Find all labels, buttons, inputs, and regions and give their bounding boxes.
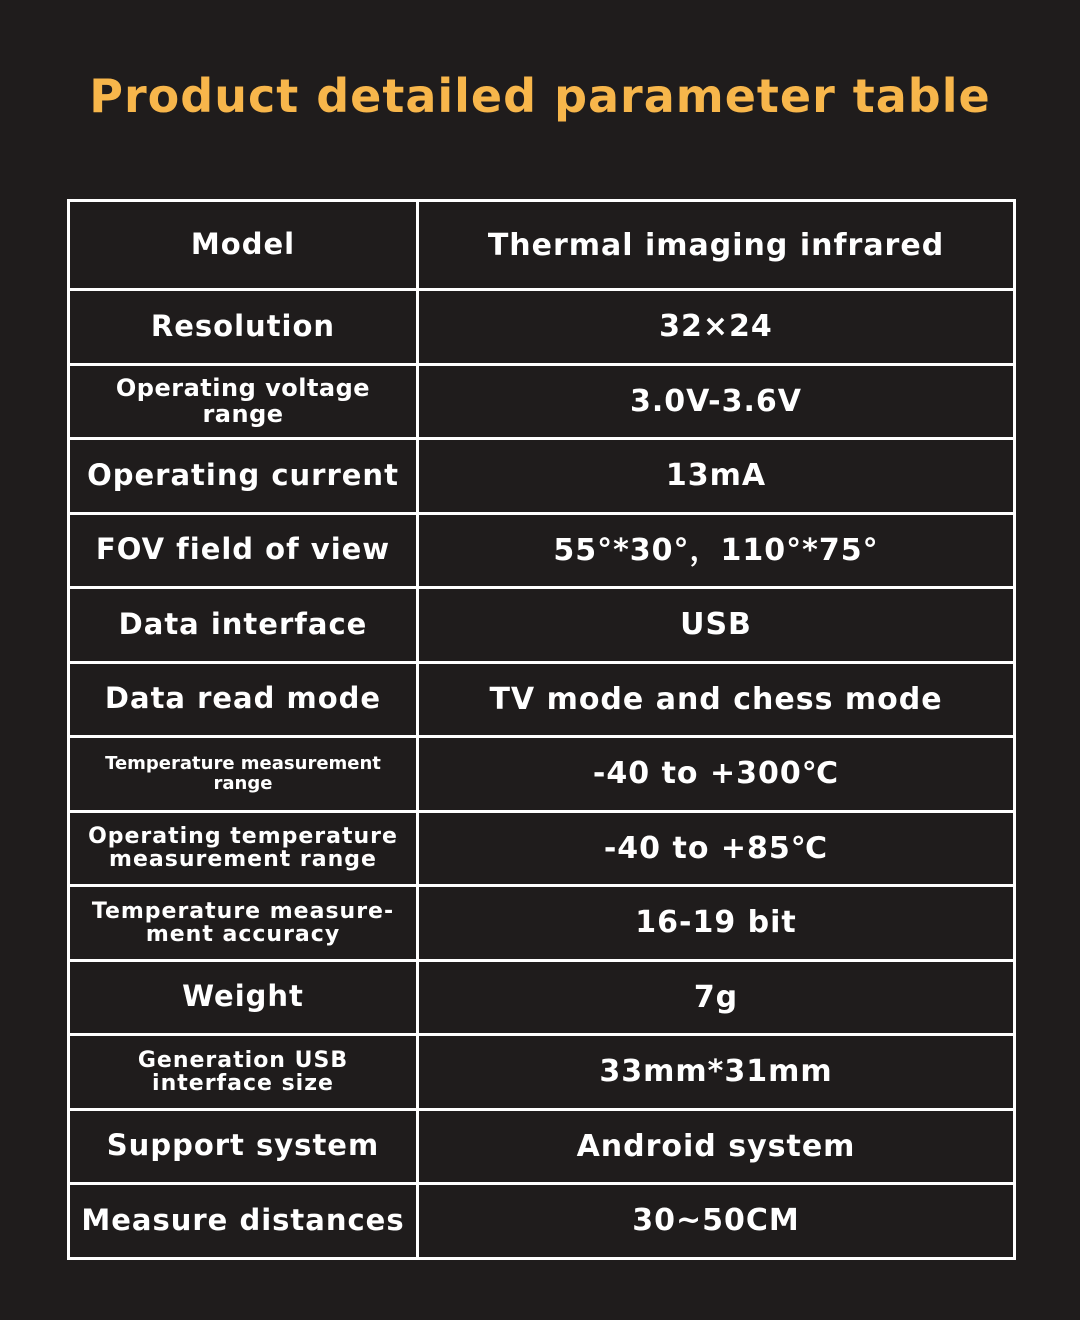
table-row xyxy=(69,439,1015,514)
table-row xyxy=(69,737,1015,812)
table-row xyxy=(69,1109,1015,1184)
param-value: 7g xyxy=(418,960,1015,1035)
param-value: USB xyxy=(418,588,1015,663)
param-label: Support system xyxy=(69,1109,418,1184)
table-row xyxy=(69,1184,1015,1259)
table-row xyxy=(69,588,1015,663)
param-label: Resolution xyxy=(69,290,418,365)
param-value: 3.0V-3.6V xyxy=(418,364,1015,439)
table-row xyxy=(69,1035,1015,1110)
param-label: Operating temperature measurement range xyxy=(69,811,418,886)
table-row xyxy=(69,290,1015,365)
page-title: Product detailed parameter table xyxy=(89,69,991,123)
table-row xyxy=(69,811,1015,886)
param-value: 33mm*31mm xyxy=(418,1035,1015,1110)
param-label: Operating current xyxy=(69,439,418,514)
param-value: 30~50CM xyxy=(418,1184,1015,1259)
param-label: Generation USB interface size xyxy=(69,1035,418,1110)
table-row xyxy=(69,662,1015,737)
param-value: TV mode and chess mode xyxy=(418,662,1015,737)
param-label: Operating voltage range xyxy=(69,364,418,439)
table-row xyxy=(69,513,1015,588)
param-value: -40 to +300℃ xyxy=(418,737,1015,812)
param-value: 13mA xyxy=(418,439,1015,514)
param-value: -40 to +85℃ xyxy=(418,811,1015,886)
table-row xyxy=(69,201,1015,290)
param-value: 16-19 bit xyxy=(418,886,1015,961)
param-label: Data read mode xyxy=(69,662,418,737)
table-row xyxy=(69,886,1015,961)
table-row xyxy=(69,364,1015,439)
param-label: Weight xyxy=(69,960,418,1035)
parameter-table xyxy=(67,199,1016,1260)
param-label: Measure distances xyxy=(69,1184,418,1259)
param-label: Temperature measurement range xyxy=(69,737,418,812)
param-label: Data interface xyxy=(69,588,418,663)
param-value: 55°*30°，110°*75° xyxy=(418,513,1015,588)
param-label: Temperature measure-ment accuracy xyxy=(69,886,418,961)
param-value: Android system xyxy=(418,1109,1015,1184)
param-label: FOV field of view xyxy=(69,513,418,588)
param-label: Model xyxy=(69,201,418,290)
param-value: Thermal imaging infrared xyxy=(418,201,1015,290)
param-value: 32×24 xyxy=(418,290,1015,365)
table-row xyxy=(69,960,1015,1035)
